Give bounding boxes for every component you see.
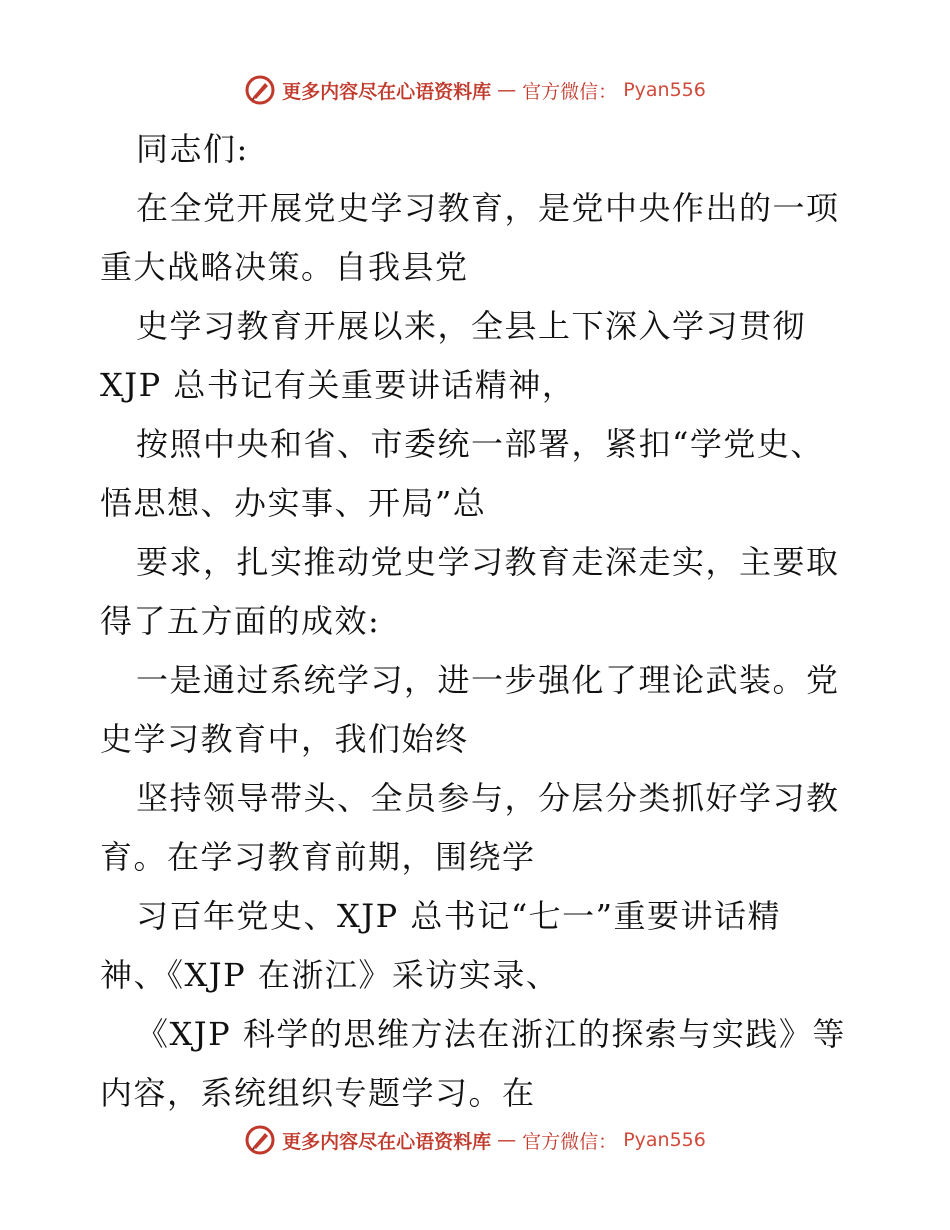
- body-line: 内容，系统组织专题学习。在: [100, 1074, 536, 1112]
- body-line: 育。在学习教育前期，围绕学: [100, 838, 536, 876]
- body-line: 得了五方面的成效:: [100, 602, 381, 640]
- watermark-site-text: 更多内容尽在心语资料库: [282, 80, 492, 103]
- body-line: 史学习教育中，我们始终: [100, 720, 469, 758]
- watermark-wechat-label: 官方微信：: [522, 1130, 618, 1153]
- body-line: 按照中央和省、市委统一部署，紧扣“学党史、: [136, 425, 824, 463]
- body-line: 要求，扎实推动党史学习教育走深走实，主要取: [136, 543, 840, 581]
- body-line: 坚持领导带头、全员参与，分层分类抓好学习教: [136, 779, 840, 817]
- body-line: 《XJP 科学的思维方法在浙江的探索与实践》等: [136, 1015, 846, 1053]
- watermark-dash: —: [497, 1129, 517, 1151]
- body-line: 悟思想、办实事、开局”总: [100, 484, 487, 522]
- watermark-dash: —: [497, 79, 517, 101]
- watermark-wechat-id: Pyan556: [623, 79, 706, 101]
- body-line: 神、《XJP 在浙江》采访实录、: [100, 956, 560, 994]
- watermark-wechat-label: 官方微信：: [522, 80, 618, 103]
- body-line: 一是通过系统学习，进一步强化了理论武装。党: [136, 661, 840, 699]
- footer-watermark: [0, 1120, 950, 1160]
- pen-logo-icon: [244, 74, 276, 106]
- document-body: [100, 120, 852, 1123]
- body-line: 习百年党史、XJP 总书记“七一”重要讲话精: [136, 897, 782, 935]
- pen-logo-icon: [244, 1124, 276, 1156]
- body-line: 在全党开展党史学习教育，是党中央作出的一项: [136, 189, 840, 227]
- body-line: 同志们:: [136, 130, 249, 168]
- body-line: 重大战略决策。自我县党: [100, 248, 469, 286]
- header-watermark: [0, 70, 950, 110]
- watermark-site-text: 更多内容尽在心语资料库: [282, 1130, 492, 1153]
- body-line: XJP 总书记有关重要讲话精神，: [100, 366, 576, 404]
- body-line: 史学习教育开展以来，全县上下深入学习贯彻: [136, 307, 807, 345]
- watermark-wechat-id: Pyan556: [623, 1129, 706, 1151]
